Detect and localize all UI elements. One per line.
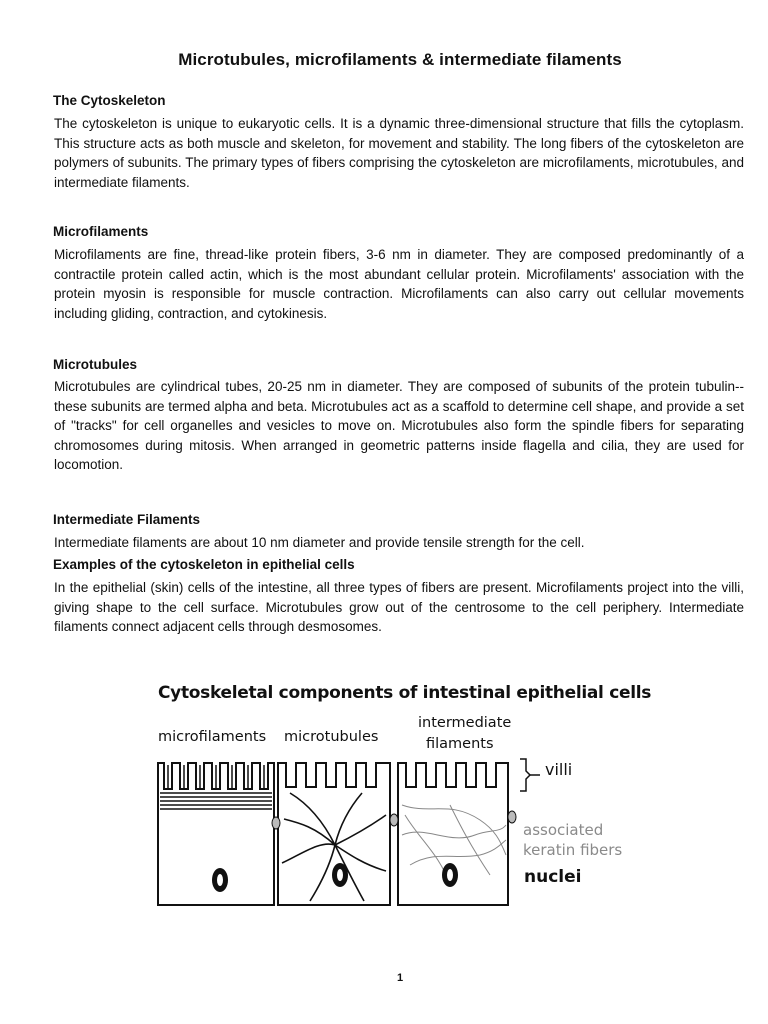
paragraph-cytoskeleton: The cytoskeleton is unique to eukaryotic cells. It is a dynamic three-dimensional structure that fills the cytoplasm. This structure acts as both muscle and skeleton, for movement and stability. The long fibers of the cytoskeleton are polymers of subunits. The primary types of fibers comprising the cytoskeleton are microfilaments, microtubules, and intermediate filaments. [54, 116, 744, 190]
microtubule-network [282, 793, 386, 901]
label-nuclei: nuclei [524, 867, 582, 887]
page-number: 1 [396, 972, 404, 984]
paragraph-examples: In the epithelial (skin) cells of the intestine, all three types of fibers are present. Microfilaments project into the villi, giving shape to the cell surface. Microtubules grow out of the centrosome to the cell periphery. Intermediate filaments connect adjacent cells through desmosomes. [54, 580, 744, 634]
heading-cytoskeleton: The Cytoskeleton [53, 93, 166, 108]
heading-microtubules: Microtubules [53, 357, 138, 372]
epithelial-cells-diagram [150, 745, 550, 915]
label-keratin-line1: associated [523, 821, 604, 839]
cell-2-outline [278, 763, 390, 905]
heading-intermediate-filaments: Intermediate Filaments [53, 512, 201, 527]
label-keratin-line2: keratin fibers [523, 841, 623, 859]
label-villi: villi [545, 760, 573, 779]
microfilament-bands [160, 765, 272, 809]
label-intermediate-line2: filaments [426, 736, 494, 752]
figure-title: Cytoskeletal components of intestinal epithelial cells [158, 683, 652, 703]
paragraph-intermediate-filaments: Intermediate filaments are about 10 nm diameter and provide tensile strength for the cell. [54, 535, 585, 550]
nuclei-shapes [212, 863, 458, 892]
paragraph-microfilaments: Microfilaments are fine, thread-like protein fibers, 3-6 nm in diameter. They are composed predominantly of a contractile protein called actin, which is the most abundant cellular protein. Microfilaments' association with the protein myosin is responsible for muscle contraction. Microfilaments can also carry out cellular movements including gliding, contraction, and cytokinesis. [54, 247, 744, 321]
label-intermediate-line1: intermediate [418, 715, 512, 731]
heading-microfilaments: Microfilaments [53, 224, 149, 239]
paragraph-microtubules: Microtubules are cylindrical tubes, 20-25 nm in diameter. They are composed of subunits of the protein tubulin--these subunits are termed alpha and beta. Microtubules act as a scaffold to determine cell shape, and provide a set of "tracks" for cell organelles and vesicles to move on. Microtubules also form the spindle fibers for separating chromosomes during mitosis. When arranged in geometric patterns inside flagella and cilia, they are used for locomotion. [54, 379, 744, 472]
villi-bracket [520, 759, 530, 791]
page-title: Microtubules, microfilaments & intermediate filaments [178, 50, 622, 69]
label-microtubules: microtubules [284, 729, 379, 745]
heading-examples: Examples of the cytoskeleton in epithelial cells [53, 557, 355, 572]
label-microfilaments: microfilaments [158, 729, 267, 745]
